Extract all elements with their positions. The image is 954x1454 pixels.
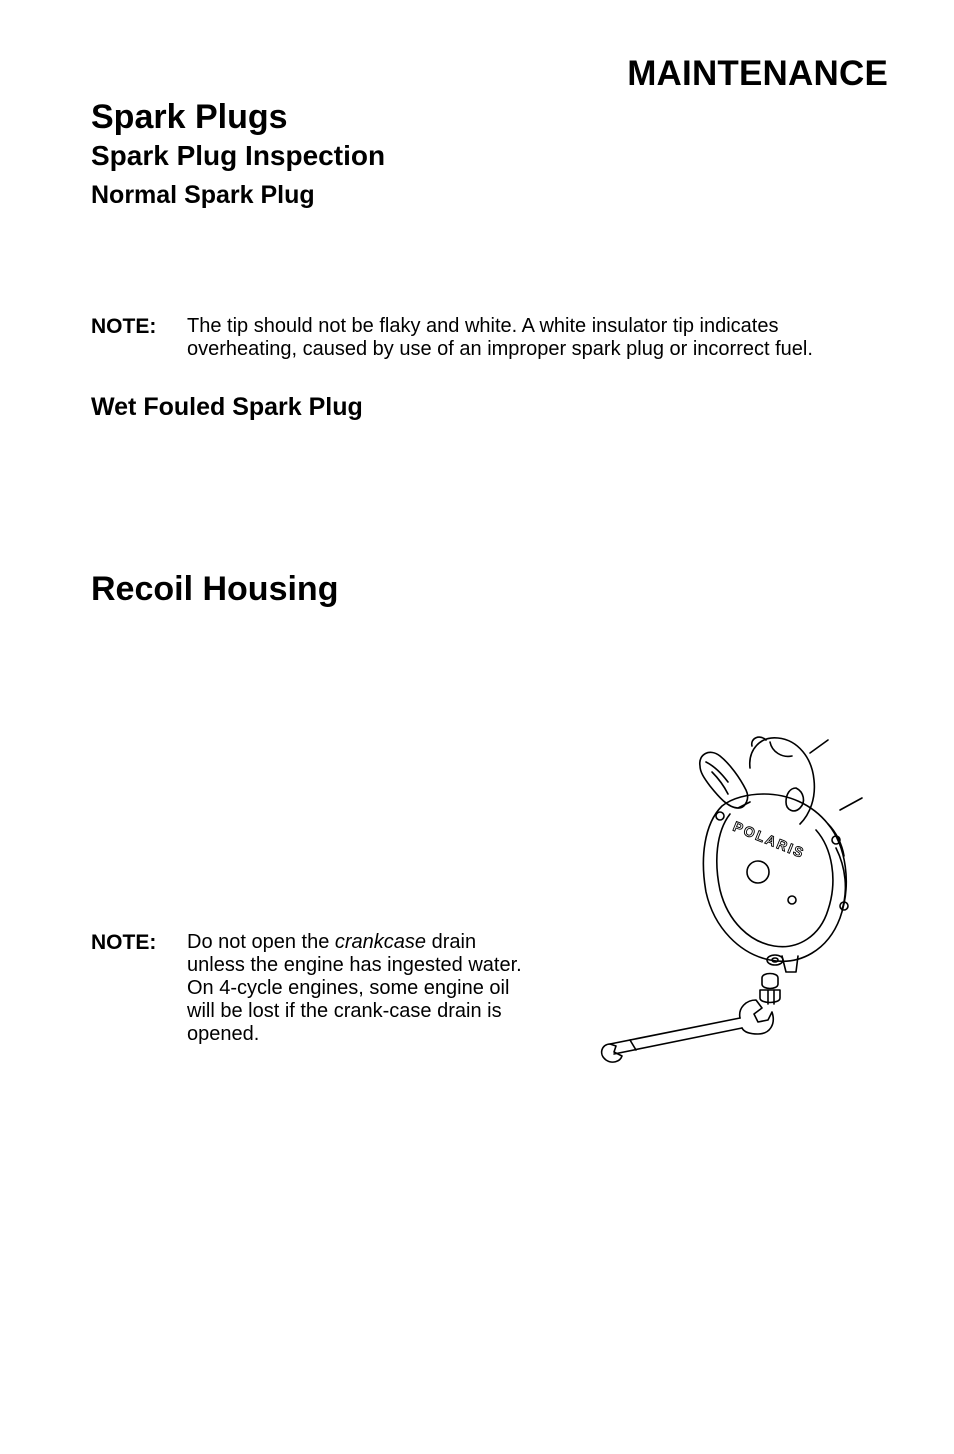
note-crankcase-drain xyxy=(91,931,531,1046)
recoil-housing-drain-illustration xyxy=(600,728,870,1063)
note-spark-plug-tip xyxy=(91,315,871,361)
note-emphasis-crankcase: crankcase xyxy=(334,931,427,953)
subsection-title-normal-spark-plug: Normal Spark Plug xyxy=(91,181,315,209)
note-label: NOTE: xyxy=(91,931,157,954)
note-text: The tip should not be flaky and white. A white insulator tip indicates overheating, caused by use of an improper spark plug or incorrect fuel. xyxy=(187,315,813,360)
chapter-title: MAINTENANCE xyxy=(627,54,888,93)
subsection-title-spark-plug-inspection: Spark Plug Inspection xyxy=(91,140,386,171)
recoil-housing-drawing xyxy=(600,728,870,1063)
section-title-recoil-housing: Recoil Housing xyxy=(91,570,339,608)
section-title-spark-plugs: Spark Plugs xyxy=(91,98,288,136)
note-text: Do not open the crankcase drain unless the engine has ingested water. On 4-cycle engines, some engine oil will be lost if the crank-case drain is opened. xyxy=(187,931,522,1045)
note-label: NOTE: xyxy=(91,315,157,338)
brand-logo-text: POLARIS xyxy=(730,817,808,862)
subsection-title-wet-fouled-spark-plug: Wet Fouled Spark Plug xyxy=(91,393,363,421)
